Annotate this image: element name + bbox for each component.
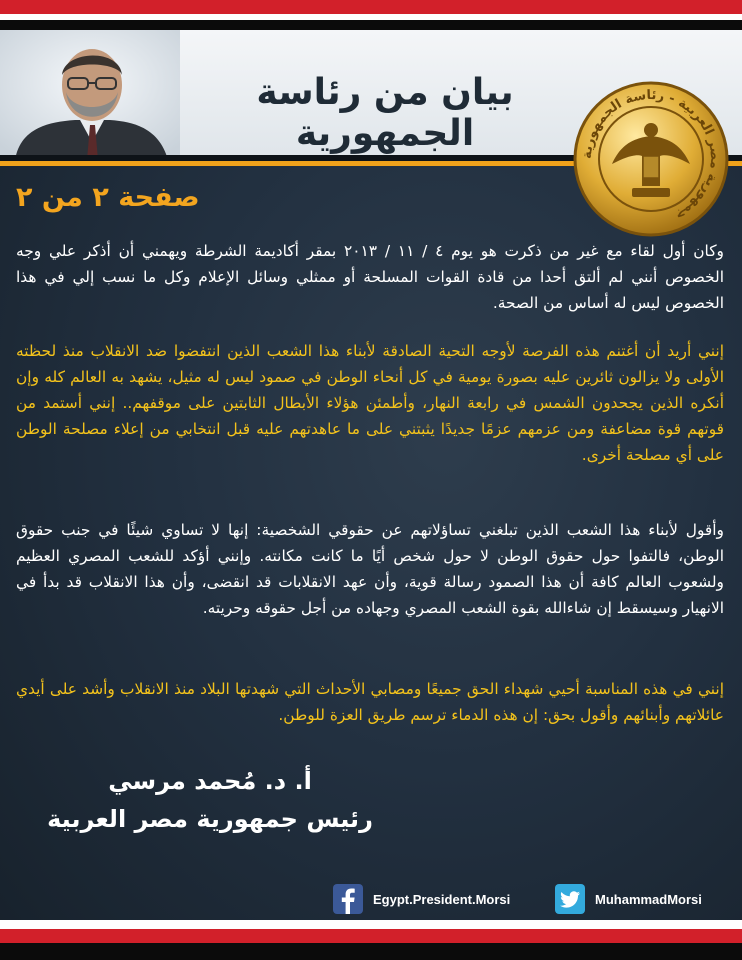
paragraph-1: وكان أول لقاء مع غير من ذكرت هو يوم ٤ / ١١ / ٢٠١٣ بمقر أكاديمة الشرطة ويهمني أن أذكر علي وجه الخصوص أنني لم ألتق أحدا من قادة القوات المسلحة أو ممثلي وسائل الإعلام وكل ما نسب إلي في هذا الخصوص ليس له أساس من الصحة.: [16, 242, 724, 312]
statement-title: بيان من رئاسة الجمهورية: [256, 72, 514, 154]
signature-block: [40, 764, 380, 836]
twitter-icon: [555, 884, 585, 914]
flag-stripe-bottom: [0, 920, 742, 960]
signatory-name: أ. د. مُحمد مرسي: [108, 767, 312, 795]
paragraph-3: وأقول لأبناء هذا الشعب الذين تبلغني تساؤلاتهم عن حقوقي الشخصية: إنها لا تساوي شيئًا في جنب حقوق الوطن، فالتفوا حول حقوق الوطن لا حول شخص أيًا ما كانت مكانته. وإنني أؤكد للشعب المصري العظيم ولشعوب العالم كافة أن هذا الصمود رسالة قوية، وأن عهد الانقلابات قد انقضى، وأن هذا الانقلاب قد بدأ في الانهيار وسيسقط إن شاءالله بقوة الشعب المصري وجهاده من أجل حقوقه وحريته.: [16, 521, 724, 617]
page-indicator: صفحة ٢ من ٢: [16, 182, 200, 213]
president-portrait: [0, 30, 180, 160]
paragraph-2: إنني أريد أن أغتنم هذه الفرصة لأوجه التحية الصادقة لأبناء هذا الشعب الذين انتفضوا ضد الانقلاب منذ لحظته الأولى ولا يزالون ثائرين عليه بصورة يومية في كل أنحاء الوطن في صمود ليس له مثيل، يشهد به العالم كله وإن أنكره الذين يجحدون الشمس في رابعة النهار، وأطمئن هؤلاء الأبطال الثابتين على موقفهم.. إنني أستمد من قوتهم قوة مضاعفة ومن عزمهم عزمًا جديدًا يثبتني على ما عاهدتهم عليه قبل انتخابي من إعلاء مصلحة الوطن على أي مصلحة أخرى.: [16, 342, 724, 464]
paragraph-4: إنني في هذه المناسبة أحيي شهداء الحق جميعًا ومصابي الأحداث التي شهدتها البلاد منذ الانقلاب وأشد على أيدي عائلاتهم وأبنائهم وأقول بحق: إن هذه الدماء ترسم طريق العزة للوطن.: [16, 680, 724, 724]
seal-ring-text: جمهورية مصر العربية - رئاسة الجمهورية: [579, 87, 723, 224]
twitter-handle[interactable]: MuhammadMorsi: [595, 891, 702, 907]
facebook-icon: [333, 884, 363, 914]
signatory-title: رئيس جمهورية مصر العربية: [47, 805, 373, 833]
twitter-link[interactable]: [555, 882, 702, 916]
flag-stripe-top: [0, 0, 742, 30]
presidency-seal: [572, 80, 730, 238]
facebook-handle[interactable]: Egypt.President.Morsi: [373, 891, 511, 907]
facebook-link[interactable]: [333, 882, 510, 916]
